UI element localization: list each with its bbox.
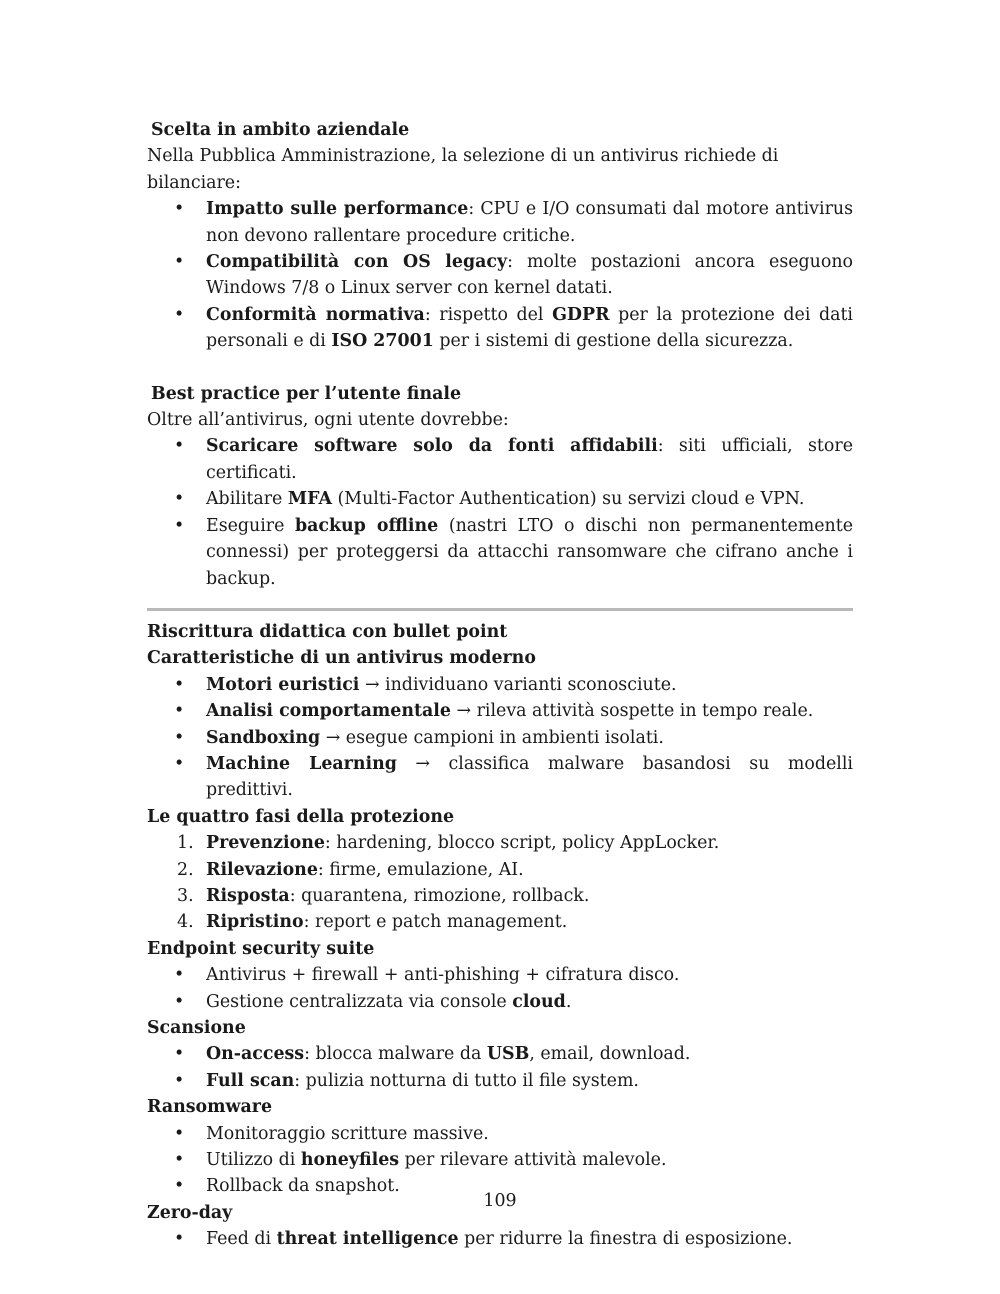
bold-term: Impatto sulle performance: [206, 199, 469, 220]
number-marker: 3.: [177, 885, 194, 906]
bold-term: honeyfiles: [300, 1150, 400, 1171]
bullet-marker: •: [174, 252, 185, 273]
item-text: → esegue campioni in ambienti isolati.: [320, 727, 664, 748]
page-content: [147, 117, 853, 1253]
item-text: Gestione centralizzata via console: [206, 991, 513, 1012]
bullet-marker: •: [174, 515, 185, 536]
bold-term: threat intelligence: [276, 1229, 459, 1250]
item-text: Feed di: [206, 1229, 277, 1250]
bullet-marker: •: [174, 701, 185, 722]
bold-term: Risposta: [206, 885, 290, 906]
item-text: → rileva attività sospette in tempo reale.: [450, 701, 814, 722]
list-item: [147, 1041, 853, 1067]
section-heading: Scelta in ambito aziendale: [151, 120, 410, 140]
item-text: Abilitare: [206, 489, 288, 510]
list-item: [147, 486, 853, 512]
list-item: [147, 1147, 853, 1173]
bullet-marker: •: [174, 489, 185, 510]
item-text: .: [565, 991, 572, 1012]
horizontal-divider: [147, 608, 853, 611]
bullet-marker: •: [174, 965, 185, 986]
bullet-marker: •: [174, 991, 185, 1012]
number-marker: 1.: [177, 833, 194, 854]
item-text: : report e patch management.: [303, 912, 568, 933]
list-item: [147, 302, 853, 355]
list-item: [147, 698, 853, 724]
bullet-marker: •: [174, 1150, 185, 1171]
item-text: : rispetto del: [424, 304, 553, 325]
list-item: [147, 883, 853, 909]
bold-term: Analisi comportamentale: [206, 701, 451, 722]
bullet-marker: •: [174, 199, 185, 220]
bold-term: GDPR: [552, 304, 610, 325]
list-item: [147, 830, 853, 856]
list-item: [147, 1121, 853, 1147]
bullet-list: [147, 1226, 853, 1252]
bold-term: Ripristino: [206, 912, 304, 933]
list-item: [147, 433, 853, 486]
subsection-heading: Scansione: [147, 1018, 246, 1038]
item-text: Utilizzo di: [206, 1150, 301, 1171]
number-marker: 2.: [177, 859, 194, 880]
bullet-marker: •: [174, 1044, 185, 1065]
bullet-list: [147, 1041, 853, 1094]
bold-term: Prevenzione: [206, 833, 325, 854]
item-text: : blocca malware da: [304, 1044, 487, 1065]
bullet-list: [147, 962, 853, 1015]
list-item: [147, 751, 853, 804]
number-marker: 4.: [177, 912, 194, 933]
item-text: : molte postazioni ancora eseguono Windows 7/8 o Linux server con kernel datati.: [206, 252, 854, 299]
item-text: (nastri LTO o dischi non permanentemente connessi) per proteggersi da attacchi ransomware che cifrano anche i backup.: [206, 515, 853, 589]
list-item: [147, 857, 853, 883]
list-item: [147, 1226, 853, 1252]
numbered-list: [147, 830, 853, 936]
item-text: , email, download.: [529, 1044, 691, 1065]
bullet-list: [147, 672, 853, 804]
section-heading: Riscrittura didattica con bullet point: [147, 621, 508, 642]
bold-term: Full scan: [206, 1070, 295, 1091]
item-text: per rilevare attività malevole.: [399, 1150, 667, 1171]
item-text: : siti ufficiali, store certificati.: [206, 436, 853, 483]
item-text: per ridurre la finestra di esposizione.: [458, 1229, 793, 1250]
item-text: : firme, emulazione, AI.: [317, 859, 524, 880]
paragraph: Oltre all’antivirus, ogni utente dovrebbe:: [147, 410, 509, 431]
list-item: [147, 672, 853, 698]
bold-term: ISO 27001: [331, 331, 434, 352]
list-item: [147, 909, 853, 935]
list-item: [147, 989, 853, 1015]
section-heading: Best practice per l’utente finale: [151, 383, 462, 404]
bullet-marker: •: [174, 674, 185, 695]
item-text: : quarantena, rimozione, rollback.: [289, 885, 590, 906]
subsection-heading: Le quattro fasi della protezione: [147, 806, 455, 827]
list-item: [147, 513, 853, 592]
item-text: : pulizia notturna di tutto il file system.: [294, 1070, 639, 1091]
bold-term: Sandboxing: [206, 727, 321, 748]
bullet-marker: •: [174, 1229, 185, 1250]
bold-term: On-access: [206, 1044, 305, 1065]
bold-term: Conformità normativa: [206, 304, 425, 325]
bullet-marker: •: [174, 436, 185, 457]
bold-term: cloud: [512, 991, 566, 1012]
subsection-heading: Endpoint security suite: [147, 938, 375, 959]
page-number: 109: [483, 1191, 517, 1211]
bullet-marker: •: [174, 304, 185, 325]
bullet-marker: •: [174, 753, 185, 774]
list-item: [147, 196, 853, 249]
bullet-marker: •: [174, 1123, 185, 1144]
list-item: [147, 1068, 853, 1094]
item-text: → individuano varianti sconosciute.: [359, 674, 677, 695]
bold-term: MFA: [287, 489, 332, 510]
item-text: : CPU e I/O consumati dal motore antivirus non devono rallentare procedure critiche.: [206, 199, 854, 246]
list-item: [147, 725, 853, 751]
bold-term: Scaricare software solo da fonti affidabili: [206, 436, 658, 457]
item-text: Rollback da snapshot.: [206, 1176, 400, 1197]
bold-term: Rilevazione: [206, 859, 318, 880]
bullet-list: [147, 196, 853, 354]
bullet-marker: •: [174, 1070, 185, 1091]
item-text: (Multi-Factor Authentication) su servizi cloud e VPN.: [331, 489, 805, 510]
bullet-list: [147, 433, 853, 591]
bullet-list: [147, 1121, 853, 1200]
item-text: → classifica malware basandosi su modelli predittivi.: [206, 753, 853, 801]
subsection-heading: Ransomware: [147, 1097, 273, 1118]
spacer: [147, 355, 853, 381]
bold-term: Machine Learning: [206, 753, 397, 774]
list-item: [147, 249, 853, 302]
item-text: per i sistemi di gestione della sicurezza.: [433, 331, 794, 352]
bullet-marker: •: [174, 1176, 185, 1197]
item-text: Monitoraggio scritture massive.: [206, 1123, 489, 1144]
bold-term: backup offline: [294, 515, 439, 536]
subsection-heading: Caratteristiche di un antivirus moderno: [147, 648, 536, 669]
item-text: per la protezione dei dati personali e di: [206, 304, 853, 352]
bold-term: USB: [486, 1044, 530, 1065]
subsection-heading: Zero-day: [147, 1202, 233, 1223]
bold-term: Motori euristici: [206, 674, 360, 695]
bold-term: Compatibilità con OS legacy: [206, 252, 508, 273]
item-text: Antivirus + firewall + anti-phishing + cifratura disco.: [206, 965, 680, 986]
item-text: Eseguire: [206, 515, 295, 536]
list-item: [147, 962, 853, 988]
bullet-marker: •: [174, 727, 185, 748]
item-text: : hardening, blocco script, policy AppLocker.: [324, 833, 720, 854]
paragraph: Nella Pubblica Amministrazione, la selezione di un antivirus richiede di bilanciare:: [147, 146, 779, 193]
